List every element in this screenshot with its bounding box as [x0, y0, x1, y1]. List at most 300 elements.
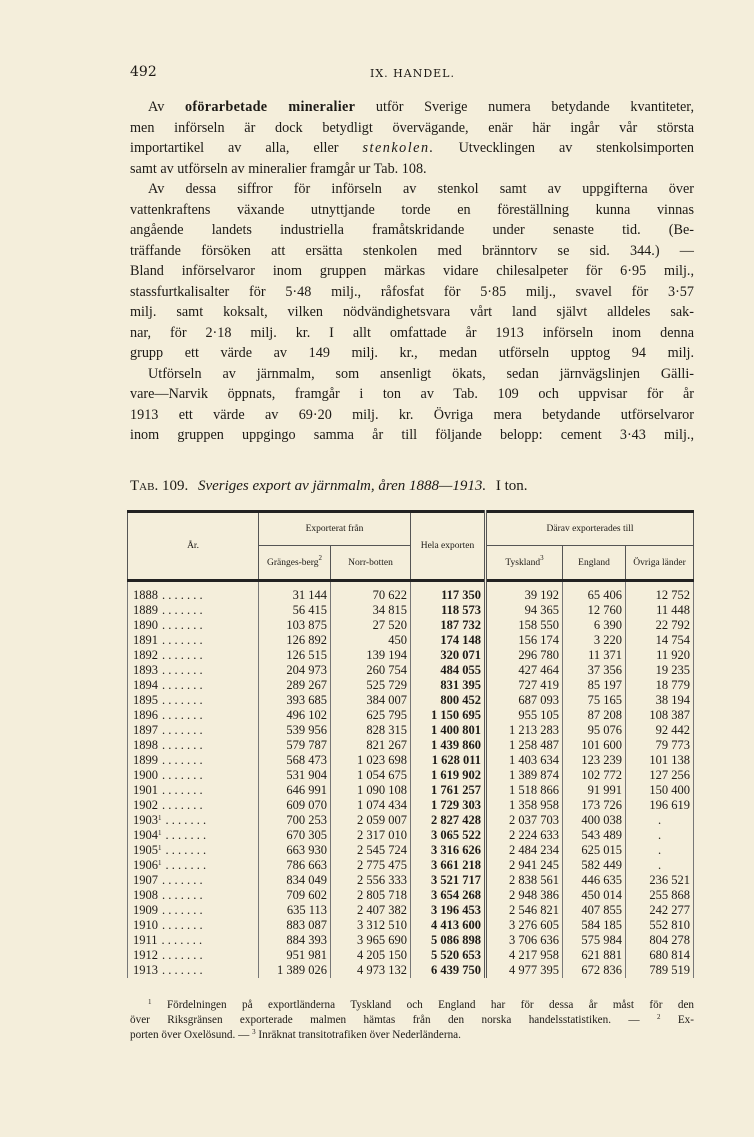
cell-other: 680 814	[626, 948, 694, 963]
cell-norrbotten: 525 729	[331, 678, 411, 693]
dot-leader: . . . . . . .	[165, 858, 207, 872]
header-england: England	[563, 546, 626, 581]
cell-year	[128, 963, 259, 978]
cell-england: 407 855	[563, 903, 626, 918]
text: porten över Oxelösund. —	[130, 1029, 250, 1041]
cell-england: 102 772	[563, 768, 626, 783]
cell-total: 320 071	[411, 648, 486, 663]
year: 1906	[133, 858, 158, 872]
cell-other: .	[626, 828, 694, 843]
cell-other: 22 792	[626, 618, 694, 633]
cell-other: 552 810	[626, 918, 694, 933]
cell-grangesberg: 103 875	[259, 618, 331, 633]
cell-norrbotten: 384 007	[331, 693, 411, 708]
label: Tyskland	[505, 557, 541, 568]
header-year: År.	[128, 512, 259, 581]
cell-germany: 2 037 703	[486, 813, 563, 828]
cell-england: 12 760	[563, 603, 626, 618]
dot-leader: . . . . . . .	[162, 693, 203, 707]
cell-norrbotten: 2 317 010	[331, 828, 411, 843]
cell-grangesberg: 56 415	[259, 603, 331, 618]
year: 1889	[133, 603, 158, 617]
cell-england: 91 991	[563, 783, 626, 798]
cell-germany: 1 258 487	[486, 738, 563, 753]
cell-england: 87 208	[563, 708, 626, 723]
year: 1911	[133, 933, 158, 947]
cell-grangesberg: 531 904	[259, 768, 331, 783]
footnotes	[130, 998, 694, 1043]
cell-england: 3 220	[563, 633, 626, 648]
cell-germany: 156 174	[486, 633, 563, 648]
year: 1900	[133, 768, 158, 782]
text-line: stassfurtkalisalter för 5·48 milj., råfosfat för 5·85 milj., svavel för 3·57	[130, 283, 694, 300]
cell-grangesberg: 1 389 026	[259, 963, 331, 978]
cell-year	[128, 798, 259, 813]
year: 1908	[133, 888, 158, 902]
cell-total: 3 521 717	[411, 873, 486, 888]
dot-leader: . . . . . . .	[165, 828, 207, 842]
cell-year	[128, 828, 259, 843]
cell-grangesberg: 496 102	[259, 708, 331, 723]
dot-leader: . . . . . . .	[162, 963, 203, 977]
footnote-mark: 1	[158, 858, 162, 867]
table-row	[128, 738, 694, 753]
cell-grangesberg: 579 787	[259, 738, 331, 753]
cell-germany: 3 276 605	[486, 918, 563, 933]
year: 1912	[133, 948, 158, 962]
year: 1898	[133, 738, 158, 752]
cell-norrbotten: 1 054 675	[331, 768, 411, 783]
cell-norrbotten: 3 312 510	[331, 918, 411, 933]
cell-total: 174 148	[411, 633, 486, 648]
text-line: träffande försöken att ersätta stenkolen med bränntorv se sid. 344.) —	[130, 242, 694, 259]
year: 1910	[133, 918, 158, 932]
cell-other: 14 754	[626, 633, 694, 648]
dot-leader: . . . . . . .	[162, 603, 203, 617]
table-row	[128, 648, 694, 663]
cell-year	[128, 948, 259, 963]
cell-other: 789 519	[626, 963, 694, 978]
cell-total: 118 573	[411, 603, 486, 618]
table-caption	[130, 478, 528, 495]
cell-england: 400 038	[563, 813, 626, 828]
cell-england: 450 014	[563, 888, 626, 903]
cell-norrbotten: 2 775 475	[331, 858, 411, 873]
cell-germany: 2 224 633	[486, 828, 563, 843]
text-line: 1913 ett värde av 69·20 milj. kr. Övriga mera betydande utförselvaror	[130, 406, 694, 423]
cell-england: 446 635	[563, 873, 626, 888]
cell-total: 1 439 860	[411, 738, 486, 753]
cell-norrbotten: 4 973 132	[331, 963, 411, 978]
cell-total: 6 439 750	[411, 963, 486, 978]
cell-germany: 1 389 874	[486, 768, 563, 783]
cell-england: 582 449	[563, 858, 626, 873]
text: Ex-	[677, 1014, 694, 1026]
cell-grangesberg: 646 991	[259, 783, 331, 798]
cell-england: 37 356	[563, 663, 626, 678]
cell-total: 5 086 898	[411, 933, 486, 948]
cell-norrbotten: 1 090 108	[331, 783, 411, 798]
cell-grangesberg: 289 267	[259, 678, 331, 693]
text: över Riksgränsen exporterade malmen hämtas från den norska handelsstatistiken. —	[130, 1014, 640, 1026]
cell-norrbotten: 2 805 718	[331, 888, 411, 903]
text: importartikel av alla, eller	[130, 140, 339, 156]
cell-germany: 427 464	[486, 663, 563, 678]
table-row	[128, 581, 694, 604]
footnote-mark: 1	[158, 813, 162, 822]
cell-germany: 955 105	[486, 708, 563, 723]
footnote-mark: 1	[158, 843, 162, 852]
text-line: grupp ett värde av 149 milj. kr., medan utförseln upptog 94 milj.	[130, 345, 694, 361]
table-row	[128, 918, 694, 933]
text-line: men införseln är dock betydligt övervägande, enär här ingår vår största	[130, 119, 694, 136]
dot-leader: . . . . . . .	[162, 708, 203, 722]
cell-germany: 296 780	[486, 648, 563, 663]
text-line: vare—Narvik öppnats, framgår i ton av Tab. 109 och uppvisar för år	[130, 386, 694, 402]
cell-total: 484 055	[411, 663, 486, 678]
cell-other: .	[626, 858, 694, 873]
year: 1891	[133, 633, 158, 647]
year: 1902	[133, 798, 158, 812]
dot-leader: . . . . . . .	[161, 933, 203, 947]
cell-germany: 727 419	[486, 678, 563, 693]
dot-leader: . . . . . . .	[162, 738, 203, 752]
cell-total: 831 395	[411, 678, 486, 693]
cell-england: 11 371	[563, 648, 626, 663]
cell-norrbotten: 34 815	[331, 603, 411, 618]
year: 1894	[133, 678, 158, 692]
cell-grangesberg: 609 070	[259, 798, 331, 813]
cell-germany: 2 546 821	[486, 903, 563, 918]
table-row	[128, 858, 694, 873]
cell-england: 625 015	[563, 843, 626, 858]
cell-year	[128, 708, 259, 723]
table-row	[128, 663, 694, 678]
table-row	[128, 933, 694, 948]
footnote-line	[130, 1013, 694, 1028]
cell-norrbotten: 2 407 382	[331, 903, 411, 918]
cell-year	[128, 581, 259, 604]
year: 1913	[133, 963, 158, 977]
cell-grangesberg: 663 930	[259, 843, 331, 858]
cell-germany: 2 948 386	[486, 888, 563, 903]
text-line: Bland införselvaror inom gruppen märkas vidare chilesalpeter för 6·95 milj.,	[130, 263, 694, 279]
text: Fördelningen på exportländerna Tyskland och England har för dessa år måst för den	[166, 999, 695, 1011]
table-row	[128, 828, 694, 843]
cell-england: 101 600	[563, 738, 626, 753]
table-row	[128, 618, 694, 633]
dot-leader: . . . . . . .	[162, 678, 203, 692]
cell-year	[128, 738, 259, 753]
cell-germany: 1 403 634	[486, 753, 563, 768]
cell-grangesberg: 393 685	[259, 693, 331, 708]
cell-year	[128, 783, 259, 798]
footnote-mark: 3	[252, 1027, 256, 1036]
cell-year	[128, 813, 259, 828]
text: utför Sverige numera betydande kvantiteter,	[375, 99, 695, 115]
table-row	[128, 873, 694, 888]
cell-other: 19 235	[626, 663, 694, 678]
table-unit: I ton.	[495, 478, 528, 494]
header-norrbotten: Norr-botten	[331, 546, 411, 581]
cell-norrbotten: 27 520	[331, 618, 411, 633]
dot-leader: . . . . . . .	[162, 618, 203, 632]
cell-germany: 4 217 958	[486, 948, 563, 963]
cell-grangesberg: 786 663	[259, 858, 331, 873]
cell-grangesberg: 951 981	[259, 948, 331, 963]
cell-other: 11 448	[626, 603, 694, 618]
cell-germany: 1 213 283	[486, 723, 563, 738]
cell-grangesberg: 126 892	[259, 633, 331, 648]
cell-grangesberg: 700 253	[259, 813, 331, 828]
cell-year	[128, 693, 259, 708]
cell-norrbotten: 2 545 724	[331, 843, 411, 858]
dot-leader: . . . . . . .	[162, 903, 203, 917]
footnote-line	[130, 1028, 694, 1043]
body-text	[130, 97, 694, 446]
cell-other: 108 387	[626, 708, 694, 723]
table-row	[128, 723, 694, 738]
year: 1904	[133, 828, 158, 842]
table-row	[128, 768, 694, 783]
cell-grangesberg: 834 049	[259, 873, 331, 888]
cell-germany: 1 358 958	[486, 798, 563, 813]
cell-germany: 3 706 636	[486, 933, 563, 948]
cell-year	[128, 843, 259, 858]
table-row	[128, 603, 694, 618]
footnote-mark: 2	[318, 554, 323, 563]
table-row	[128, 813, 694, 828]
cell-grangesberg: 883 087	[259, 918, 331, 933]
cell-other: 196 619	[626, 798, 694, 813]
year: 1907	[133, 873, 158, 887]
cell-other: 92 442	[626, 723, 694, 738]
header-exported-from: Exporterat från	[259, 512, 411, 546]
cell-grangesberg: 539 956	[259, 723, 331, 738]
year: 1909	[133, 903, 158, 917]
cell-year	[128, 903, 259, 918]
page-number: 492	[130, 64, 157, 80]
text: Av	[148, 99, 165, 115]
label: Gränges-berg	[266, 557, 319, 568]
table-row	[128, 633, 694, 648]
table-row	[128, 783, 694, 798]
cell-year	[128, 618, 259, 633]
cell-year	[128, 933, 259, 948]
header-total: Hela exporten	[411, 512, 486, 581]
year: 1899	[133, 753, 158, 767]
cell-total: 3 196 453	[411, 903, 486, 918]
table-label: Tab. 109.	[130, 478, 189, 494]
cell-england: 621 881	[563, 948, 626, 963]
dot-leader: . . . . . . .	[162, 873, 203, 887]
text-line	[130, 138, 694, 159]
cell-year	[128, 648, 259, 663]
cell-year	[128, 753, 259, 768]
dot-leader: . . . . . . .	[162, 723, 203, 737]
dot-leader: . . . . . . .	[162, 663, 203, 677]
year: 1897	[133, 723, 158, 737]
year: 1905	[133, 843, 158, 857]
iron-ore-export-table	[127, 510, 694, 978]
table-row	[128, 708, 694, 723]
cell-total: 2 827 428	[411, 813, 486, 828]
cell-other: 242 277	[626, 903, 694, 918]
table-row	[128, 948, 694, 963]
dot-leader: . . . . . . .	[162, 783, 203, 797]
dot-leader: . . . . . . .	[162, 588, 203, 602]
table-row	[128, 888, 694, 903]
cell-norrbotten: 70 622	[331, 581, 411, 604]
footnote-mark: 1	[148, 997, 152, 1006]
cell-total: 187 732	[411, 618, 486, 633]
cell-year	[128, 663, 259, 678]
footnote-mark: 1	[158, 828, 162, 837]
text-line: samt av utförseln av mineralier framgår ur Tab. 108.	[130, 160, 427, 177]
dot-leader: . . . . . . .	[162, 918, 203, 932]
header-thereof-to: Därav exporterades till	[486, 512, 694, 546]
cell-total: 1 619 902	[411, 768, 486, 783]
table-title: Sveriges export av järnmalm, åren 1888—1913.	[197, 478, 487, 494]
table-row	[128, 843, 694, 858]
year: 1896	[133, 708, 158, 722]
cell-germany: 158 550	[486, 618, 563, 633]
header-germany	[486, 546, 563, 581]
cell-norrbotten: 625 795	[331, 708, 411, 723]
cell-norrbotten: 1 074 434	[331, 798, 411, 813]
cell-grangesberg: 884 393	[259, 933, 331, 948]
cell-year	[128, 918, 259, 933]
dot-leader: . . . . . . .	[162, 753, 203, 767]
cell-england: 584 185	[563, 918, 626, 933]
cell-grangesberg: 126 515	[259, 648, 331, 663]
cell-grangesberg: 204 973	[259, 663, 331, 678]
dot-leader: . . . . . . .	[165, 843, 207, 857]
cell-norrbotten: 1 023 698	[331, 753, 411, 768]
cell-total: 3 065 522	[411, 828, 486, 843]
cell-total: 1 400 801	[411, 723, 486, 738]
text-line: vattenkraftens växande utnyttjande torde en föreställning kunna vinnas	[130, 201, 694, 218]
cell-grangesberg: 670 305	[259, 828, 331, 843]
cell-other: 127 256	[626, 768, 694, 783]
cell-total: 1 628 011	[411, 753, 486, 768]
cell-england: 65 406	[563, 581, 626, 604]
cell-england: 672 836	[563, 963, 626, 978]
cell-england: 6 390	[563, 618, 626, 633]
text: Utvecklingen av stenkolsimporten	[458, 140, 695, 156]
cell-other: .	[626, 843, 694, 858]
cell-other: 255 868	[626, 888, 694, 903]
table-row	[128, 963, 694, 978]
footnote-line	[130, 998, 694, 1013]
running-title: IX. HANDEL.	[370, 67, 455, 80]
footnote-mark: 2	[656, 1012, 661, 1021]
table-row	[128, 903, 694, 918]
cell-total: 3 316 626	[411, 843, 486, 858]
cell-grangesberg: 709 602	[259, 888, 331, 903]
cell-year	[128, 768, 259, 783]
cell-norrbotten: 2 059 007	[331, 813, 411, 828]
cell-norrbotten: 4 205 150	[331, 948, 411, 963]
cell-germany: 687 093	[486, 693, 563, 708]
emphasis: stenkolen.	[362, 140, 435, 156]
text-line: inom gruppen uppgingo samma år till följande belopp: cement 3·43 milj.,	[130, 427, 694, 443]
cell-year	[128, 678, 259, 693]
cell-norrbotten: 3 965 690	[331, 933, 411, 948]
emphasis: oförarbetade mineralier	[184, 99, 356, 115]
cell-germany: 4 977 395	[486, 963, 563, 978]
footnote-mark: 3	[540, 554, 544, 563]
cell-total: 1 761 257	[411, 783, 486, 798]
cell-year	[128, 873, 259, 888]
cell-england: 575 984	[563, 933, 626, 948]
cell-grangesberg: 635 113	[259, 903, 331, 918]
table-row	[128, 753, 694, 768]
cell-norrbotten: 260 754	[331, 663, 411, 678]
cell-germany: 2 838 561	[486, 873, 563, 888]
year: 1890	[133, 618, 158, 632]
cell-year	[128, 603, 259, 618]
cell-england: 75 165	[563, 693, 626, 708]
cell-grangesberg: 568 473	[259, 753, 331, 768]
table-row	[128, 678, 694, 693]
dot-leader: . . . . . . .	[162, 768, 203, 782]
cell-england: 85 197	[563, 678, 626, 693]
cell-year	[128, 858, 259, 873]
text-line: nar, för 2·18 milj. kr. I allt omfattade år 1913 införseln inom denna	[130, 324, 694, 341]
cell-norrbotten: 828 315	[331, 723, 411, 738]
year: 1895	[133, 693, 158, 707]
table-row	[128, 693, 694, 708]
year: 1892	[133, 648, 158, 662]
cell-total: 5 520 653	[411, 948, 486, 963]
cell-other: 101 138	[626, 753, 694, 768]
cell-norrbotten: 139 194	[331, 648, 411, 663]
cell-total: 3 654 268	[411, 888, 486, 903]
dot-leader: . . . . . . .	[162, 633, 203, 647]
cell-germany: 2 941 245	[486, 858, 563, 873]
year: 1893	[133, 663, 158, 677]
year: 1901	[133, 783, 158, 797]
cell-year	[128, 888, 259, 903]
header-grangesberg	[259, 546, 331, 581]
cell-other: 11 920	[626, 648, 694, 663]
text-line: milj. samt koksalt, vilken nödvändighetsvara vårt land självt alldeles sak-	[130, 304, 694, 320]
cell-england: 173 726	[563, 798, 626, 813]
cell-england: 123 239	[563, 753, 626, 768]
cell-england: 95 076	[563, 723, 626, 738]
year: 1888	[133, 588, 158, 602]
cell-other: 804 278	[626, 933, 694, 948]
cell-total: 1 729 303	[411, 798, 486, 813]
cell-other: 150 400	[626, 783, 694, 798]
dot-leader: . . . . . . .	[162, 798, 203, 812]
cell-other: 236 521	[626, 873, 694, 888]
cell-year	[128, 633, 259, 648]
cell-total: 1 150 695	[411, 708, 486, 723]
cell-norrbotten: 821 267	[331, 738, 411, 753]
table-body	[128, 581, 694, 979]
text: Inräknat transitotrafiken över Nederländerna.	[258, 1029, 461, 1041]
table-row	[128, 798, 694, 813]
cell-total: 4 413 600	[411, 918, 486, 933]
cell-germany: 39 192	[486, 581, 563, 604]
dot-leader: . . . . . . .	[162, 888, 203, 902]
cell-germany: 2 484 234	[486, 843, 563, 858]
text-line: angående landets industriella framåtskridande under senaste tid. (Be-	[130, 222, 694, 238]
dot-leader: . . . . . . .	[165, 813, 207, 827]
dot-leader: . . . . . . .	[162, 648, 203, 662]
